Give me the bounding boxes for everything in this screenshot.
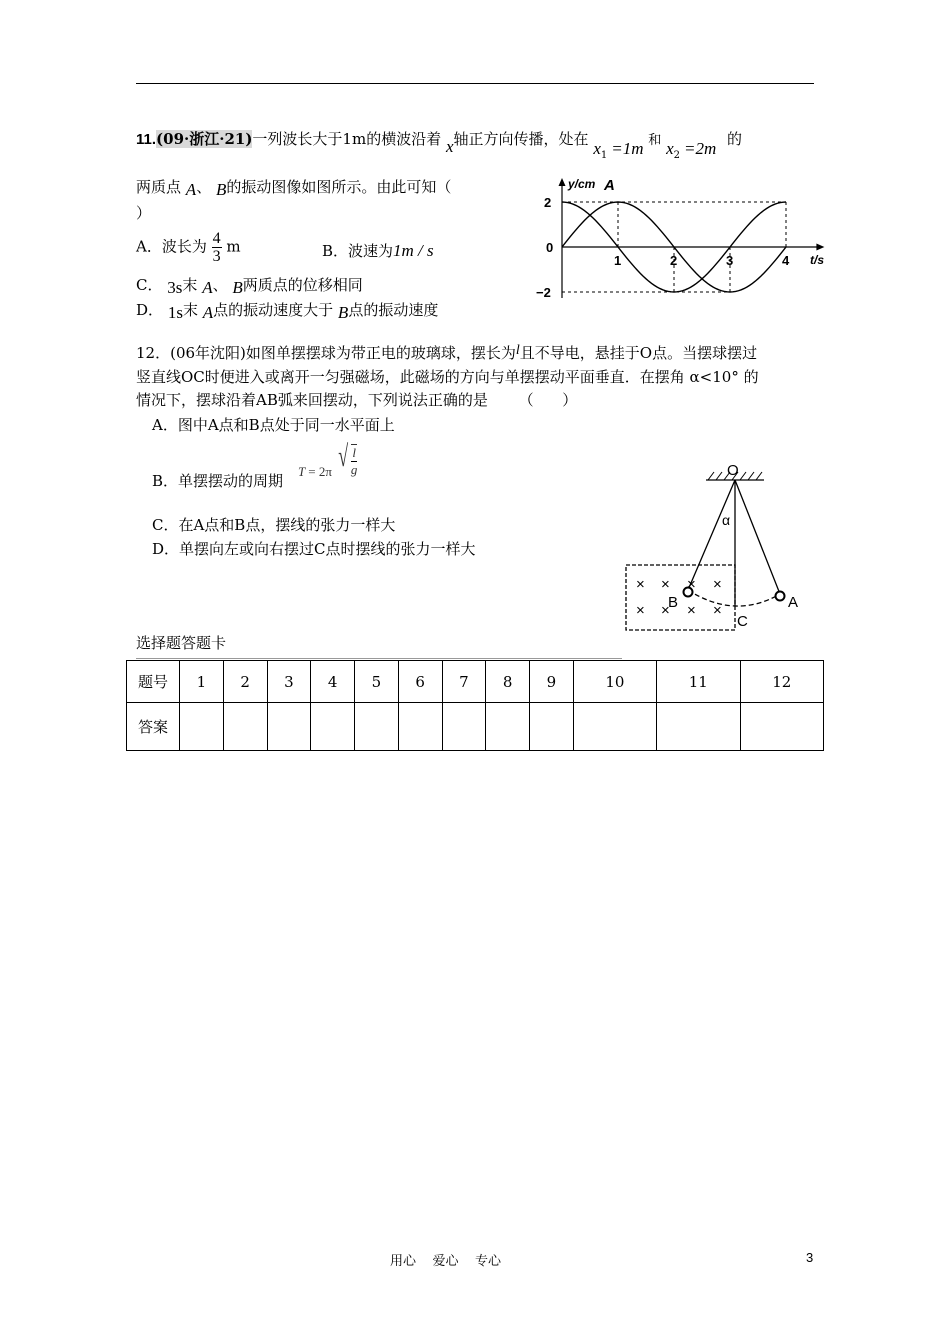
q11-option-c — [136, 274, 363, 295]
answer-cell[interactable] — [657, 703, 740, 751]
answer-cell[interactable] — [267, 703, 311, 751]
y-tick-label: 0 — [546, 240, 554, 255]
formula-eq: = 2π — [308, 464, 332, 479]
q11-opt-c-tail: 两质点的位移相同 — [242, 276, 363, 294]
ball-a — [776, 592, 785, 601]
q12-paren: （ ） — [518, 391, 578, 409]
q11-stem-a: 一列波长大于1m的横波沿着 — [252, 130, 442, 148]
q11-number: 11. — [136, 131, 157, 148]
q11-line2-a: 两质点 — [136, 178, 182, 196]
footer-motto: 用心 爱心 专心 — [390, 1254, 502, 1269]
arc-ab — [688, 590, 780, 606]
q12-line1-a: 12．(06年沈阳)如图单摆摆球为带正电的玻璃球，摆长为 — [136, 344, 516, 362]
string-to-a — [735, 480, 780, 594]
y-axis-label: y/cm — [568, 177, 596, 191]
answer-card-table — [126, 660, 824, 751]
formula-g: g — [350, 462, 358, 478]
q11-opt-b-label: B．波速为 — [322, 242, 394, 260]
q11-opt-c-time: 3s — [167, 278, 183, 297]
answer-cell[interactable] — [740, 703, 824, 751]
q11-line1 — [136, 128, 826, 162]
label-c: C — [737, 613, 748, 630]
q12-option-d: D．单摆向左或向右摆过C点时摆线的张力一样大 — [152, 540, 476, 558]
q11-x2-val: =2m — [684, 139, 717, 158]
period-formula: T = 2π √ $\frac{l}{g}$ — [298, 440, 358, 479]
q11-opt-b-value: 1m / s — [393, 241, 434, 260]
x-tick-label: 1 — [614, 253, 622, 268]
q11-opt-c-label: C． — [136, 276, 163, 294]
q11-x1-sub: 1 — [600, 150, 608, 161]
y-tick-label: 2 — [544, 195, 552, 210]
q11-opt-d-time: 1s — [167, 303, 183, 322]
answer-cell[interactable] — [573, 703, 656, 751]
page-number: 3 — [806, 1250, 814, 1265]
answer-cell[interactable] — [398, 703, 442, 751]
question-number-cell: 6 — [398, 661, 442, 703]
question-number-row — [127, 661, 824, 703]
q11-opt-a-label: A．波长为 — [136, 237, 207, 256]
q12-option-c: C．在A点和B点，摆线的张力一样大 — [152, 516, 396, 534]
q11-stem-b: 轴正方向传播，处在 — [453, 130, 589, 148]
formula-t: T — [298, 464, 305, 479]
q11-opt-a-num: 4 — [212, 230, 221, 247]
answer-cell[interactable] — [486, 703, 530, 751]
row-header-answer: 答案 — [127, 703, 180, 751]
q12-line1 — [136, 342, 757, 363]
x-tick-label: 4 — [782, 253, 790, 268]
question-number-cell: 3 — [267, 661, 311, 703]
q11-opt-c-a: A — [202, 278, 213, 297]
q12-option-b: B．单摆摆动的周期 — [152, 472, 284, 490]
pendulum-diagram — [620, 458, 820, 636]
q12-l-var: l — [515, 343, 520, 358]
q11-opt-a-fraction — [212, 230, 222, 265]
y-tick-label: −2 — [536, 285, 551, 300]
q11-opt-c-mid: 末 — [182, 276, 198, 294]
question-number-cell: 12 — [740, 661, 824, 703]
answer-cell[interactable] — [442, 703, 486, 751]
field-cross: × — [713, 602, 722, 619]
field-cross: × — [661, 602, 670, 619]
q11-opt-d-b: B — [337, 303, 349, 322]
q12-line2: 竖直线OC时便进入或离开一匀强磁场，此磁场的方向与单摆摆动平面垂直．在摆角 α<10° 的 — [136, 368, 759, 386]
q11-opt-a-unit: m — [226, 237, 241, 256]
question-number-cell: 8 — [486, 661, 530, 703]
field-cross: × — [636, 576, 645, 593]
question-number-cell: 7 — [442, 661, 486, 703]
answer-row — [127, 703, 824, 751]
field-cross: × — [636, 602, 645, 619]
q11-option-a — [136, 230, 241, 265]
y-axis-arrow — [559, 178, 566, 186]
q11-x-var: x — [445, 137, 454, 156]
answer-cell[interactable] — [530, 703, 574, 751]
q11-option-b — [322, 240, 434, 261]
q11-x1-val: =1m — [611, 139, 644, 158]
q12-line3-text: 情况下，摆球沿着AB弧来回摆动，下列说法正确的是 — [136, 391, 488, 409]
q11-point-a: A — [185, 180, 197, 199]
field-cross: × — [687, 576, 696, 593]
q11-point-b: B — [215, 180, 227, 199]
q11-opt-d-label: D． — [136, 301, 164, 319]
field-cross: × — [687, 602, 696, 619]
q11-opt-d-tail: 点的振动速度 — [348, 301, 439, 319]
series-a-label: A — [604, 177, 615, 194]
answer-cell[interactable] — [355, 703, 399, 751]
answer-cell[interactable] — [223, 703, 267, 751]
q11-opt-d-mid: 末 — [182, 301, 198, 319]
q11-x2: x — [666, 139, 674, 158]
field-cross: × — [661, 576, 670, 593]
q11-opt-c-b: B — [232, 278, 243, 297]
question-number-cell: 5 — [355, 661, 399, 703]
answer-card-title: 选择题答题卡 — [136, 634, 227, 652]
q11-line2-b: 的振动图像如图所示。由此可知（ — [226, 178, 452, 196]
q11-and: 和 — [648, 133, 662, 148]
label-o: O — [727, 462, 739, 479]
q11-de: 的 — [727, 130, 743, 148]
question-number-cell: 10 — [573, 661, 656, 703]
label-alpha: α — [722, 512, 731, 528]
q12-option-a: A．图中A点和B点处于同一水平面上 — [152, 416, 395, 434]
field-cross: × — [713, 576, 722, 593]
q11-opt-d-mid2: 点的振动速度大于 — [213, 301, 334, 319]
q11-source: (09·浙江·21) — [156, 130, 253, 148]
question-number-cell: 9 — [530, 661, 574, 703]
q11-opt-c-sep: 、 — [212, 276, 228, 294]
label-a: A — [788, 594, 799, 611]
formula-l: l — [352, 445, 356, 461]
label-b: B — [668, 594, 679, 611]
q11-paren-close: ） — [136, 204, 152, 222]
header-rule — [136, 83, 814, 84]
x-axis-arrow — [816, 244, 824, 251]
magnetic-field-region — [626, 565, 735, 630]
q11-sep: 、 — [196, 178, 212, 196]
answer-cell[interactable] — [311, 703, 355, 751]
x-axis-label: t/s — [810, 253, 825, 267]
q11-x1: x — [593, 139, 601, 158]
q11-opt-d-a: A — [202, 303, 214, 322]
q11-option-d — [136, 299, 438, 320]
question-number-cell: 2 — [223, 661, 267, 703]
row-header-number: 题号 — [127, 661, 180, 703]
q11-opt-a-den: 3 — [212, 248, 221, 265]
answer-cell[interactable] — [180, 703, 224, 751]
x-tick-label: 3 — [726, 253, 734, 268]
q12-line1-b: 且不导电，悬挂于O点。当摆球摆过 — [519, 344, 758, 362]
x-tick-label: 2 — [670, 253, 678, 268]
question-number-cell: 11 — [657, 661, 740, 703]
q11-line2 — [136, 176, 451, 197]
answer-card-top-rule — [136, 658, 622, 659]
vibration-chart — [530, 172, 830, 302]
question-number-cell: 4 — [311, 661, 355, 703]
question-number-cell: 1 — [180, 661, 224, 703]
q12-line3 — [136, 389, 577, 410]
string-to-b — [688, 480, 735, 590]
q11-x2-sub: 2 — [673, 150, 680, 161]
